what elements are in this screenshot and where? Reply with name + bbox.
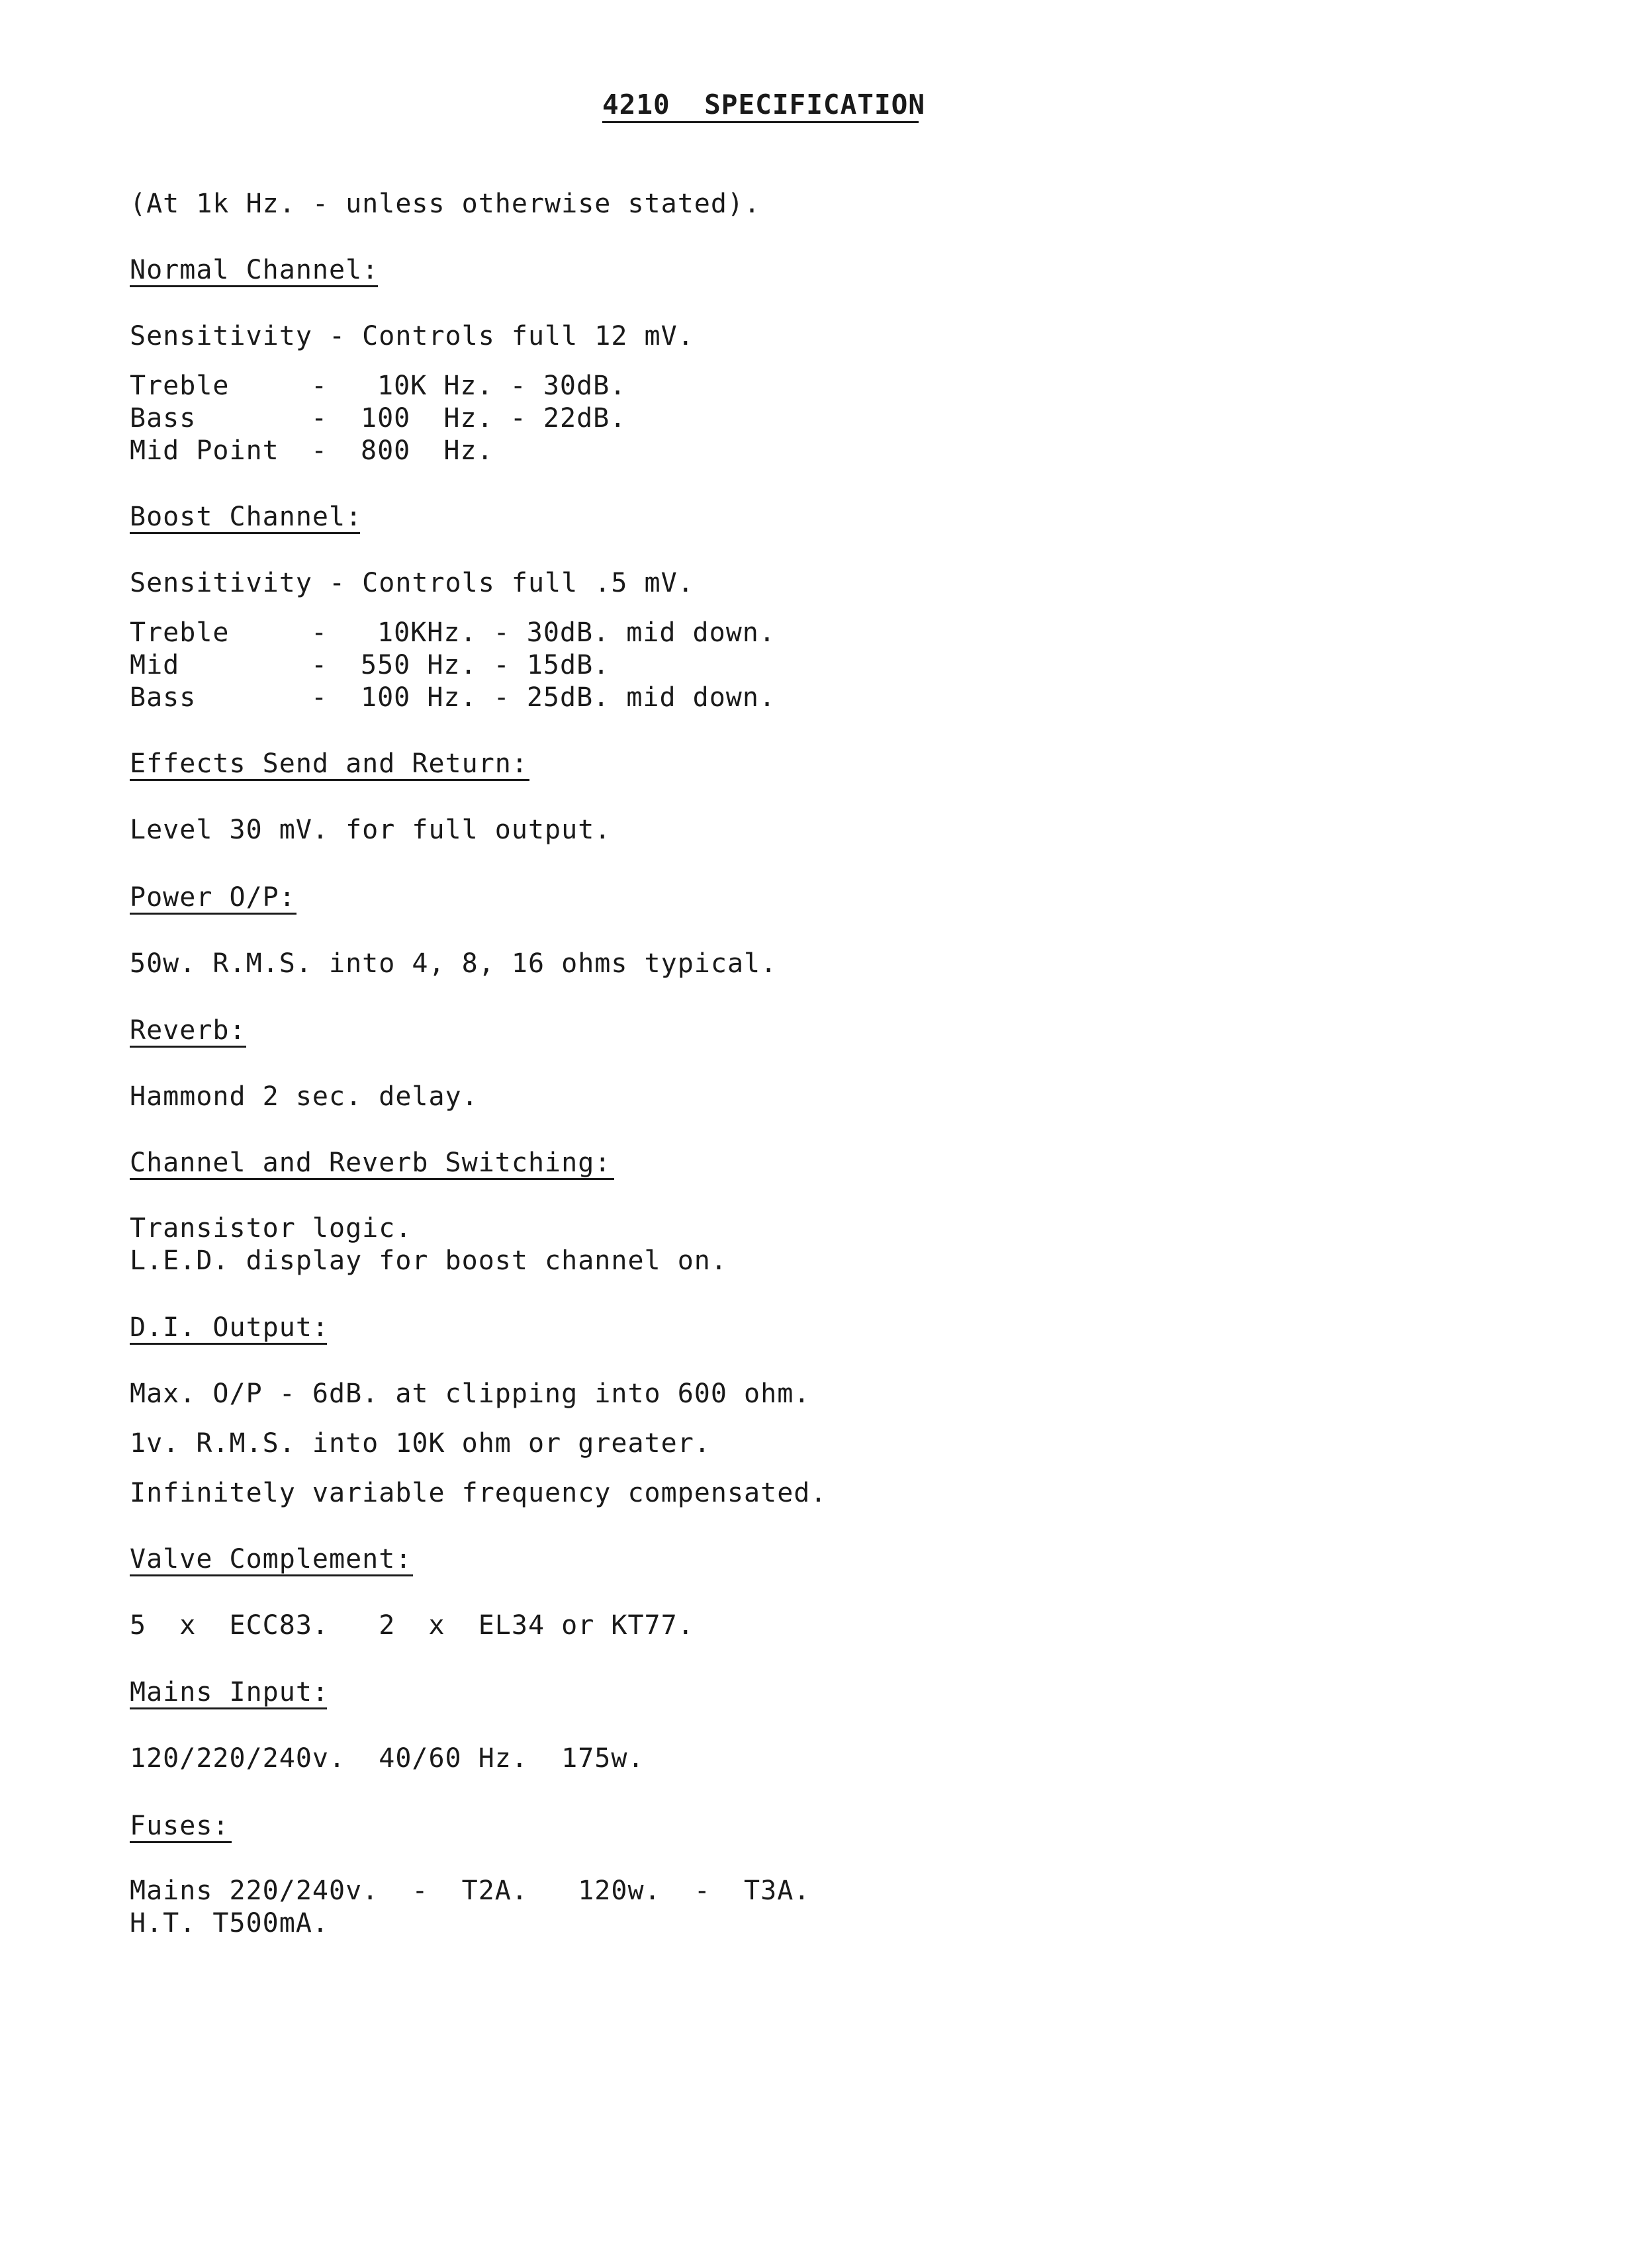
- heading-reverb: Reverb:: [130, 1015, 246, 1046]
- effects-text: Level 30 mV. for full output.: [130, 815, 612, 845]
- heading-underline: [130, 1178, 614, 1180]
- heading-effects: Effects Send and Return:: [130, 748, 528, 779]
- heading-underline: [130, 1574, 413, 1576]
- boost-row-label: Bass: [130, 682, 197, 713]
- boost-row-dash: -: [311, 682, 328, 713]
- normal-sensitivity: Sensitivity - Controls full 12 mV.: [130, 321, 694, 351]
- heading-fuses: Fuses:: [130, 1811, 230, 1841]
- di-line: 1v. R.M.S. into 10K ohm or greater.: [130, 1428, 711, 1459]
- normal-row-dash: -: [311, 435, 328, 466]
- heading-boost-channel: Boost Channel:: [130, 502, 363, 532]
- boost-row-label: Treble: [130, 617, 230, 648]
- heading-normal-channel: Normal Channel:: [130, 255, 379, 285]
- heading-mains-input: Mains Input:: [130, 1677, 329, 1707]
- title-underline: [602, 121, 919, 123]
- boost-row-value: 10KHz. - 30dB. mid down.: [377, 617, 776, 648]
- heading-underline: [130, 285, 378, 287]
- normal-row-label: Bass: [130, 403, 197, 433]
- heading-underline: [130, 913, 296, 915]
- heading-underline: [130, 1707, 327, 1709]
- normal-row-label: Mid Point: [130, 435, 279, 466]
- heading-underline: [130, 1343, 327, 1345]
- valves-text: 5 x ECC83. 2 x EL34 or KT77.: [130, 1610, 694, 1641]
- normal-row-value: 100 Hz. - 22dB.: [361, 403, 627, 433]
- heading-underline: [130, 532, 360, 534]
- boost-sensitivity: Sensitivity - Controls full .5 mV.: [130, 568, 694, 598]
- fuses-line: Mains 220/240v. - T2A. 120w. - T3A.: [130, 1876, 811, 1906]
- normal-row-dash: -: [311, 403, 328, 433]
- normal-row-dash: -: [311, 371, 328, 401]
- heading-underline: [130, 1841, 232, 1843]
- boost-row-label: Mid: [130, 650, 180, 680]
- mains-text: 120/220/240v. 40/60 Hz. 175w.: [130, 1743, 645, 1774]
- heading-valves: Valve Complement:: [130, 1544, 412, 1574]
- di-line: Max. O/P - 6dB. at clipping into 600 ohm.: [130, 1379, 811, 1409]
- normal-row-label: Treble: [130, 371, 230, 401]
- heading-underline: [130, 1046, 246, 1048]
- fuses-line: H.T. T500mA.: [130, 1908, 329, 1938]
- intro-note: (At 1k Hz. - unless otherwise stated).: [130, 189, 761, 219]
- boost-row-value: 100 Hz. - 25dB. mid down.: [361, 682, 776, 713]
- reverb-text: Hammond 2 sec. delay.: [130, 1081, 479, 1112]
- heading-di-output: D.I. Output:: [130, 1312, 329, 1343]
- heading-switching: Channel and Reverb Switching:: [130, 1148, 612, 1178]
- normal-row-value: 10K Hz. - 30dB.: [377, 371, 627, 401]
- heading-power: Power O/P:: [130, 882, 296, 913]
- switching-line: Transistor logic.: [130, 1213, 412, 1244]
- normal-row-value: 800 Hz.: [361, 435, 494, 466]
- heading-underline: [130, 779, 529, 781]
- page-title: 4210 SPECIFICATION: [602, 89, 925, 120]
- di-line: Infinitely variable frequency compensated.: [130, 1478, 827, 1508]
- switching-line: L.E.D. display for boost channel on.: [130, 1246, 727, 1276]
- boost-row-dash: -: [311, 617, 328, 648]
- power-text: 50w. R.M.S. into 4, 8, 16 ohms typical.: [130, 948, 778, 979]
- boost-row-value: 550 Hz. - 15dB.: [361, 650, 610, 680]
- boost-row-dash: -: [311, 650, 328, 680]
